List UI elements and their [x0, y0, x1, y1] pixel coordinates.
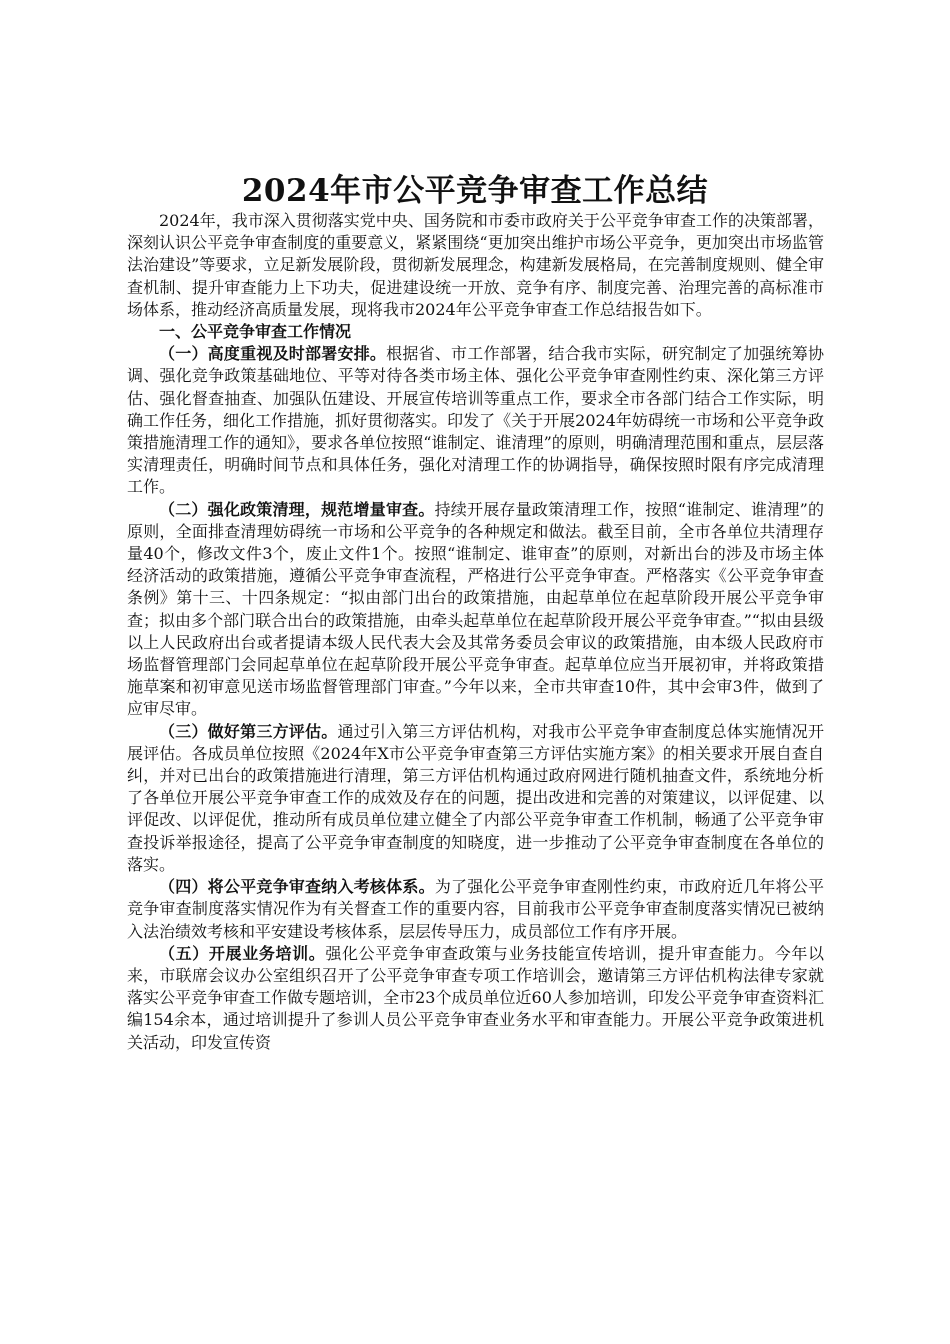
item-text: 为了强化公平竞争审查刚性约束，市政府近几年将公平竞争审查制度落实情况作为有关督查工作的重要内容，目前我市公平竞争审查制度落实情况已被纳入法治绩效考核和平安建设考核体系，层层传导压力，成员部位工作有序开展。: [127, 877, 824, 941]
item-lead: （五）开展业务培训。: [159, 943, 326, 963]
intro-paragraph: 2024年，我市深入贯彻落实党中央、国务院和市委市政府关于公平竞争审查工作的决策部署，深刻认识公平竞争审查制度的重要意义，紧紧围绕“更加突出维护市场公平竞争，更加突出市场监管法治建设”等要求，立足新发展阶段，贯彻新发展理念，构建新发展格局，在完善制度规则、健全审查机制、提升审查能力上下功夫，促进建设统一开放、竞争有序、制度完善、治理完善的高标准市场体系，推动经济高质量发展，现将我市2024年公平竞争审查工作总结报告如下。: [127, 211, 824, 319]
item-lead: （四）将公平竞争审查纳入考核体系。: [159, 877, 435, 897]
item-paragraph-1: [127, 343, 824, 498]
item-text: 通过引入第三方评估机构，对我市公平竞争审查制度总体实施情况开展评估。各成员单位按照《2024年X市公平竞争审查第三方评估实施方案》的相关要求开展自查自纠，并对已出台的政策措施进行清理，第三方评估机构通过政府网进行随机抽查文件，系统地分析了各单位开展公平竞争审查工作的成效及存在的问题，提出改进和完善的对策建议，以评促建、以评促改、以评促优，推动所有成员单位建立健全了内部公平竞争审查工作机制，畅通了公平竞争审查投诉举报途径，提高了公平竞争审查制度的知晓度，进一步推动了公平竞争审查制度在各单位的落实。: [127, 721, 824, 874]
item-paragraph-3: [127, 721, 824, 876]
item-lead: （一）高度重视及时部署安排。: [159, 344, 387, 364]
item-lead: （二）强化政策清理，规范增量审查。: [159, 499, 435, 519]
document-title: 2024年市公平竞争审查工作总结: [241, 173, 709, 209]
item-paragraph-2: [127, 499, 824, 721]
item-text: 强化公平竞争审查政策与业务技能宣传培训，提升审查能力。今年以来，市联席会议办公室组织召开了公平竞争审查专项工作培训会，邀请第三方评估机构法律专家就落实公平竞争审查工作做专题培训，全市23个成员单位近60人参加培训，印发公平竞争审查资料汇编154余本，通过培训提升了参训人员公平竞争审查业务水平和审查能力。开展公平竞争政策进机关活动，印发宣传资: [127, 943, 824, 1052]
item-paragraph-4: [127, 876, 824, 943]
item-text: 持续开展存量政策清理工作，按照“谁制定、谁清理”的原则，全面排查清理妨碍统一市场和公平竞争的各种规定和做法。截至目前，全市各单位共清理存量40个，修改文件3个，废止文件1个。按照“谁制定、谁审查”的原则，对新出台的涉及市场主体经济活动的政策措施，遵循公平竞争审查流程，严格进行公平竞争审查。严格落实《公平竞争审查条例》第十三、十四条规定：“拟由部门出台的政策措施，由起草单位在起草阶段开展公平竞争审查；拟由多个部门联合出台的政策措施，由牵头起草单位在起草阶段开展公平竞争审查。”“拟由县级以上人民政府出台或者提请本级人民代表大会及其常务委员会审议的政策措施，由本级人民政府市场监督管理部门会同起草单位在起草阶段开展公平竞争审查。起草单位应当开展初审，并将政策措施草案和初审意见送市场监督管理部门审查。”今年以来，全市共审查10件，其中会审3件，做到了应审尽审。: [127, 499, 824, 719]
item-lead: （三）做好第三方评估。: [159, 721, 338, 741]
item-paragraph-5: [127, 943, 824, 1054]
item-text: 根据省、市工作部署，结合我市实际，研究制定了加强统筹协调、强化竞争政策基础地位、平等对待各类市场主体、强化公平竞争审查刚性约束、深化第三方评估、强化督查抽查、加强队伍建设、开展宣传培训等重点工作，要求全市各部门结合工作实际，明确工作任务，细化工作措施，抓好贯彻落实。印发了《关于开展2024年妨碍统一市场和公平竞争政策措施清理工作的通知》，要求各单位按照“谁制定、谁清理”的原则，明确清理范围和重点，层层落实清理责任，明确时间节点和具体任务，强化对清理工作的协调指导，确保按照时限有序完成清理工作。: [127, 344, 824, 497]
document-body: [127, 210, 824, 1054]
section-heading: 一、公平竞争审查工作情况: [159, 322, 352, 342]
